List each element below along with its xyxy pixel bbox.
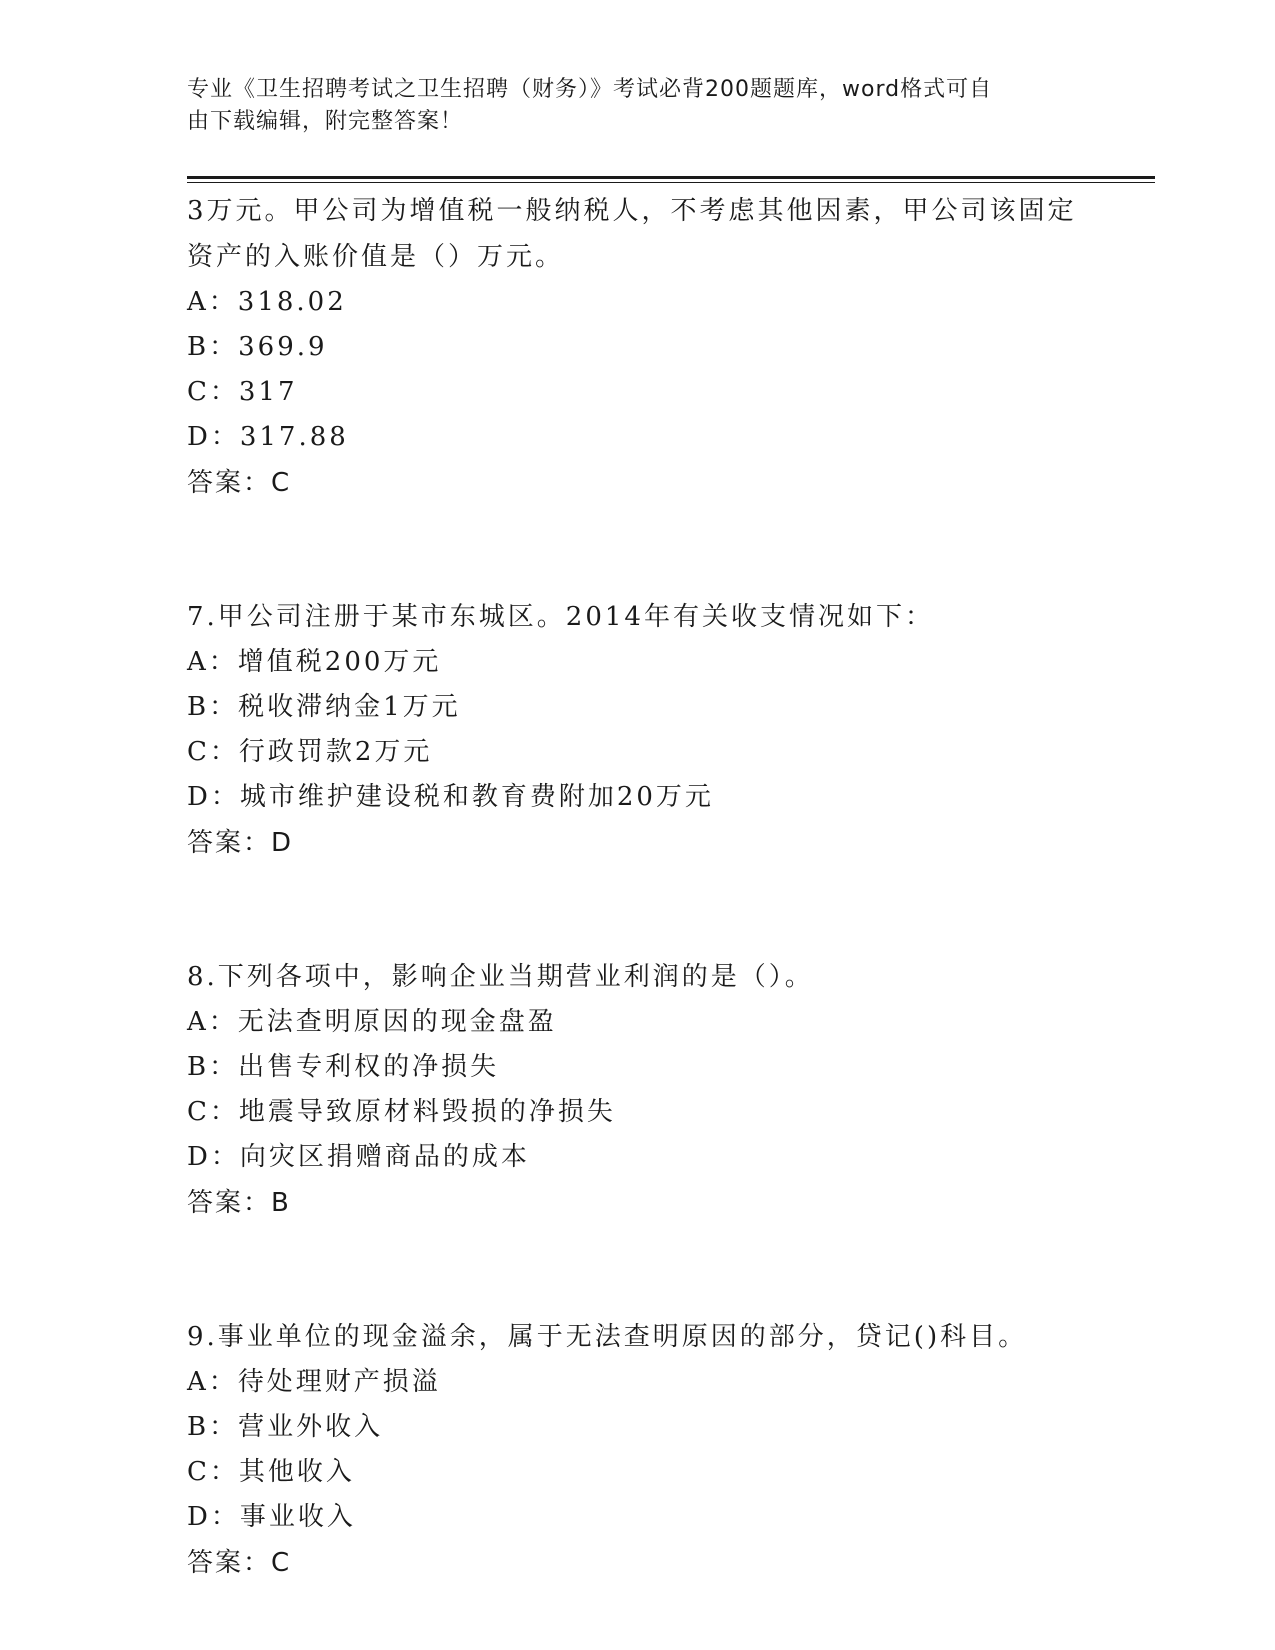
option-c: C：317 xyxy=(187,377,298,407)
option-b: B：出售专利权的净损失 xyxy=(187,1052,500,1082)
answer-line: 答案：D xyxy=(187,828,294,858)
question-block xyxy=(187,954,1137,1226)
option-b: B：税收滞纳金1万元 xyxy=(187,692,461,722)
option-a: A：待处理财产损溢 xyxy=(187,1367,441,1397)
option-b: B：369.9 xyxy=(187,332,328,362)
question-text xyxy=(187,1314,1137,1360)
question-block xyxy=(187,1314,1137,1586)
option-d: D：317.88 xyxy=(187,422,349,452)
question-text xyxy=(187,954,1137,1000)
question-spacer xyxy=(187,866,1137,954)
question-text-line: 资产的入账价值是（）万元。 xyxy=(187,242,565,272)
question-text-line: 8.下列各项中，影响企业当期营业利润的是（）。 xyxy=(187,962,814,992)
question-block xyxy=(187,188,1137,506)
question-list xyxy=(187,188,1137,1586)
question-text xyxy=(187,188,1137,280)
question-text-line: 3万元。甲公司为增值税一般纳税人，不考虑其他因素，甲公司该固定 xyxy=(187,196,1077,226)
option-c: C：其他收入 xyxy=(187,1457,355,1487)
answer-line: 答案：C xyxy=(187,1548,292,1578)
header-line-1: 专业《卫生招聘考试之卫生招聘（财务）》考试必背200题题库，word格式可自 xyxy=(187,77,993,102)
option-d: D：向灾区捐赠商品的成本 xyxy=(187,1142,530,1172)
option-d: D：事业收入 xyxy=(187,1502,356,1532)
option-a: A：318.02 xyxy=(187,287,347,317)
document-header xyxy=(187,74,1087,138)
question-block xyxy=(187,594,1137,866)
question-text xyxy=(187,594,1137,640)
question-text-line: 7.甲公司注册于某市东城区。2014年有关收支情况如下： xyxy=(187,602,934,632)
option-a: A：无法查明原因的现金盘盈 xyxy=(187,1007,557,1037)
option-c: C：地震导致原材料毁损的净损失 xyxy=(187,1097,616,1127)
header-line-2: 由下载编辑，附完整答案！ xyxy=(187,109,464,134)
question-spacer xyxy=(187,506,1137,594)
option-d: D：城市维护建设税和教育费附加20万元 xyxy=(187,782,714,812)
option-a: A：增值税200万元 xyxy=(187,647,442,677)
answer-line: 答案：C xyxy=(187,468,292,498)
question-spacer xyxy=(187,1226,1137,1314)
answer-line: 答案：B xyxy=(187,1188,291,1218)
question-text-line: 9.事业单位的现金溢余，属于无法查明原因的部分，贷记()科目。 xyxy=(187,1322,1028,1352)
option-c: C：行政罚款2万元 xyxy=(187,737,433,767)
header-divider-thin xyxy=(187,182,1155,183)
option-b: B：营业外收入 xyxy=(187,1412,384,1442)
header-divider-thick xyxy=(187,176,1155,179)
